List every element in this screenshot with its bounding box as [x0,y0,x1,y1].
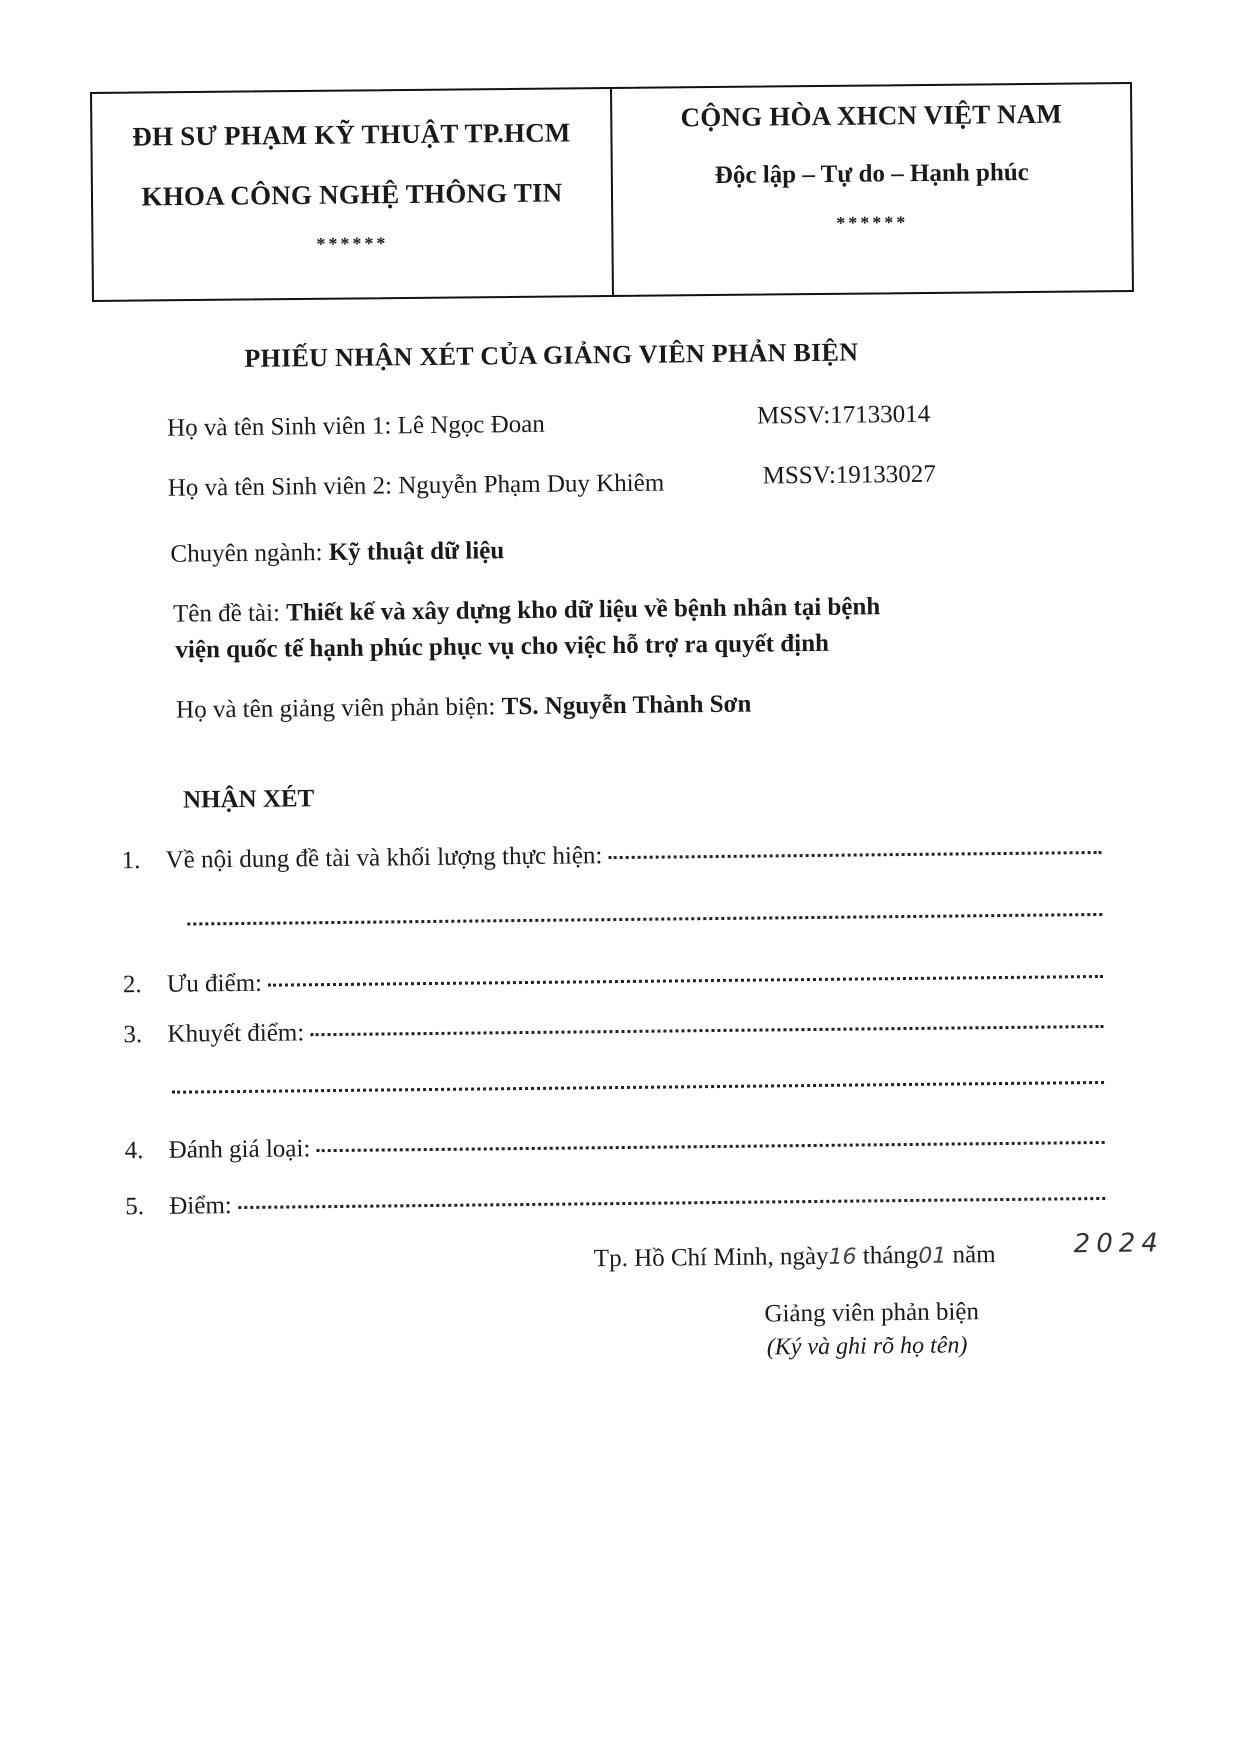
dotted-line [316,1141,1104,1152]
signature-note: (Ký và ghi rõ họ tên) [766,1332,968,1361]
student1-mssv: MSSV:17133014 [756,400,931,430]
topic-line2: viện quốc tế hạnh phúc phục vụ cho việc hỗ trợ ra quyết định [175,629,830,664]
section-title: NHẬN XÉT [182,785,315,814]
item-label: Điểm: [169,1192,232,1220]
item-number: 3. [123,1021,143,1049]
reviewer-value: TS. Nguyễn Thành Sơn [501,690,752,721]
topic-label: Tên đề tài: [172,599,287,628]
item-label: Đánh giá loại: [168,1135,311,1164]
reviewer-label: Họ và tên giảng viên phản biện: [175,693,502,724]
student2-mssv: MSSV:19133027 [762,460,936,490]
signature-role: Giảng viên phản biện [764,1298,980,1328]
country-name: CỘNG HÒA XHCN VIỆT NAM [680,98,1063,133]
handwritten-day: 16 [828,1244,857,1270]
handwritten-year: 2024 [1073,1228,1165,1260]
item-rating [125,1127,1105,1165]
item-number: 4. [124,1137,144,1165]
student2-row [168,470,665,503]
item-label: Về nội dung đề tài và khối lượng thực hiện: [165,842,603,874]
item-number: 1. [121,847,141,875]
topic-row-2 [175,630,829,665]
topic-row [173,593,880,628]
month-label: tháng [862,1241,919,1270]
dotted-line [310,1025,1103,1036]
university-name: ĐH SƯ PHẠM KỸ THUẬT TP.HCM [132,117,571,152]
item-strengths [123,961,1103,999]
dotted-line [187,913,1102,926]
student2-label: Họ và tên Sinh viên 2: [167,472,399,502]
item-content [122,837,1102,875]
header-left-stars: ****** [316,233,389,254]
student2-name: Nguyễn Phạm Duy Khiêm [398,469,665,500]
handwritten-month: 01 [918,1243,947,1269]
dotted-line [172,1081,1104,1094]
major-value: Kỹ thuật dữ liệu [328,537,505,567]
major-row [170,537,504,568]
dotted-line [238,1197,1105,1209]
reviewer-row [176,691,752,725]
dotted-line [268,975,1103,987]
year-label: năm [952,1241,996,1269]
header-right-stars: ****** [836,212,909,233]
student1-label: Họ và tên Sinh viên 1: [166,412,398,442]
dotted-line [608,851,1101,859]
item-label: Ưu điểm: [166,969,263,998]
student1-row [167,411,545,443]
item-label: Khuyết điểm: [167,1019,305,1048]
major-label: Chuyên ngành: [170,539,329,568]
date-prefix: Tp. Hồ Chí Minh, ngày [593,1242,829,1273]
topic-line1: Thiết kế và xây dựng kho dữ liệu về bệnh nhân tại bệnh [286,593,881,627]
item-number: 2. [122,971,142,999]
item-weaknesses [123,1011,1103,1049]
item-score [125,1183,1105,1221]
faculty-name: KHOA CÔNG NGHỆ THÔNG TIN [141,177,563,212]
item-number: 5. [125,1193,145,1221]
student1-name: Lê Ngọc Đoan [397,410,545,440]
date-line [594,1241,996,1273]
national-motto: Độc lập – Tự do – Hạnh phúc [714,158,1029,190]
form-title: PHIẾU NHẬN XÉT CỦA GIẢNG VIÊN PHẢN BIỆN [244,337,859,373]
